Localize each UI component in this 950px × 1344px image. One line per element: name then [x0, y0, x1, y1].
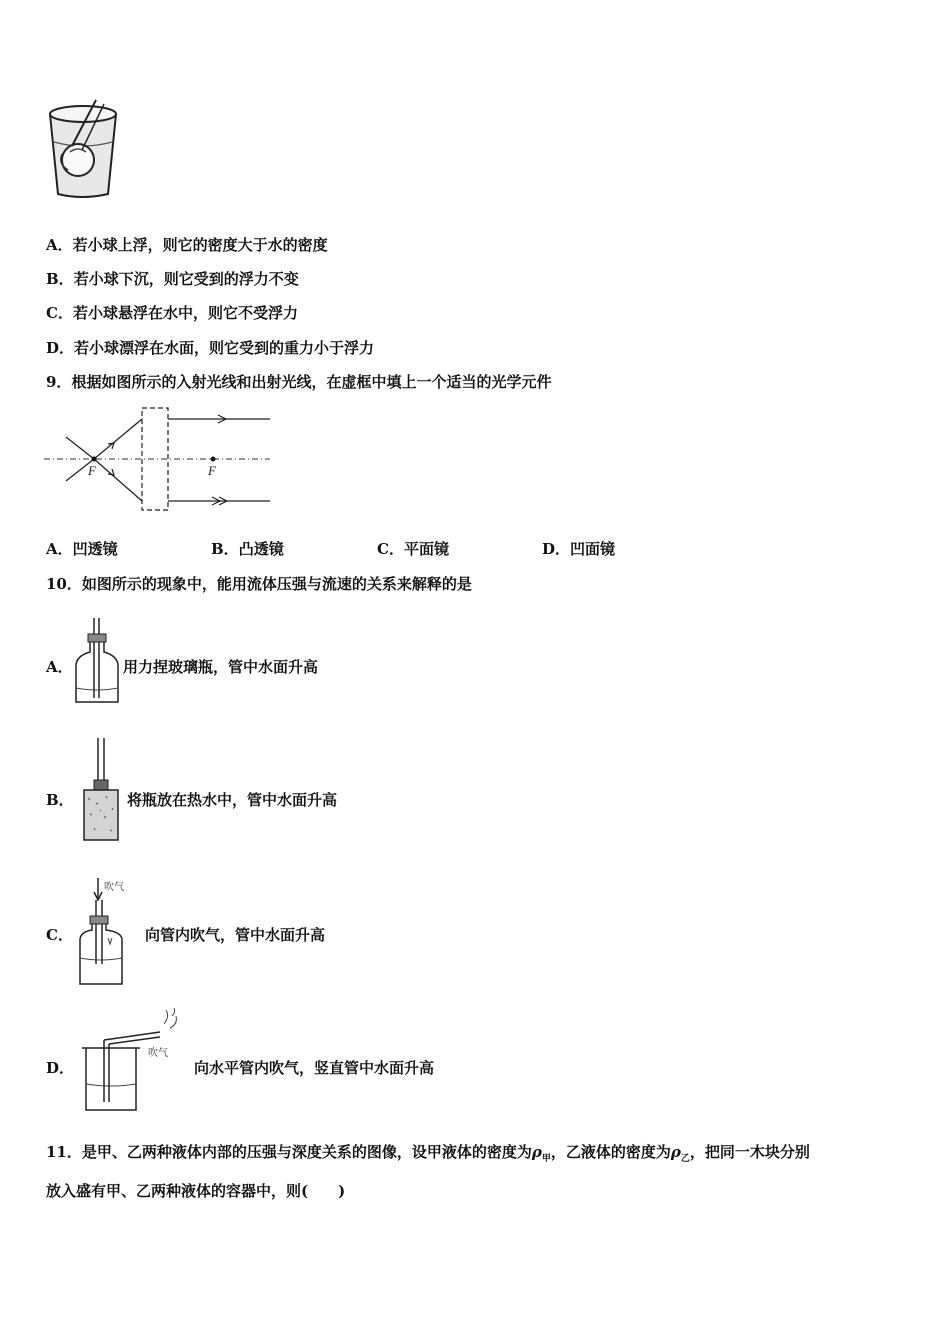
q10-d-blow-note: 吹气 [148, 1048, 168, 1059]
q9-stem [46, 372, 551, 392]
q9-option-a [46, 539, 118, 559]
q9-option-c [377, 539, 449, 559]
rho-jia-subscript: 甲 [541, 1154, 551, 1164]
option-label: B． [46, 270, 74, 288]
q10-c-bottle-figure [74, 876, 144, 986]
option-text: 凹面镜 [570, 540, 616, 558]
option-label: D． [542, 540, 571, 558]
option-text: 平面镜 [403, 540, 449, 558]
q10-b-bottle-figure [76, 738, 126, 848]
question-number: 9． [46, 373, 72, 391]
q9-option-b [211, 539, 284, 559]
q9-option-d [542, 539, 615, 559]
q10-option-b-text: 将瓶放在热水中，管中水面升高 [127, 791, 338, 809]
option-text: 凹透镜 [72, 540, 118, 558]
q10-option-d-text: 向水平管内吹气，竖直管中水面升高 [194, 1059, 435, 1077]
q10-option-a-text: 用力捏玻璃瓶，管中水面升高 [123, 658, 319, 676]
q10-a-bottle-figure [72, 618, 122, 708]
q10-option-c-text: 向管内吹气，管中水面升高 [145, 926, 326, 944]
rho-yi-subscript: 乙 [680, 1154, 690, 1164]
question-text-part2: ，乙液体的密度为 [550, 1143, 671, 1161]
q10-d-beaker-figure [80, 1006, 190, 1116]
q10-option-a-label: A． [46, 658, 73, 676]
option-label: C． [377, 540, 404, 558]
q8-option-a [46, 235, 328, 255]
rho-yi: ρ [670, 1143, 681, 1161]
option-text: 若小球漂浮在水面，则它受到的重力小于浮力 [74, 339, 375, 357]
option-text: 若小球下沉，则它受到的浮力不变 [73, 270, 299, 288]
q8-glass-figure [42, 92, 122, 202]
q10-c-blow-note: 吹气 [104, 882, 124, 893]
option-label: B． [211, 540, 239, 558]
q10-stem [46, 574, 472, 594]
q11-stem-line1 [46, 1142, 810, 1169]
q8-option-c [46, 303, 298, 323]
q8-option-d [46, 338, 374, 358]
q9-optics-figure [42, 405, 282, 515]
option-label: D． [46, 339, 75, 357]
option-text: 若小球上浮，则它的密度大于水的密度 [72, 236, 328, 254]
rho-jia: ρ [531, 1143, 542, 1161]
q11-stem-line2: 放入盛有甲、乙两种液体的容器中，则( ) [46, 1182, 346, 1200]
q10-option-c-label: C． [46, 926, 73, 944]
q8-option-b [46, 269, 299, 289]
option-label: A． [46, 236, 73, 254]
q9-focus-left-label: F [88, 463, 96, 478]
question-text-part1: 是甲、乙两种液体内部的压强与深度关系的图像，设甲液体的密度为 [81, 1143, 532, 1161]
option-label: C． [46, 304, 73, 322]
question-number: 10． [46, 575, 82, 593]
option-text: 凸透镜 [238, 540, 284, 558]
question-number: 11． [46, 1143, 82, 1161]
option-text: 若小球悬浮在水中，则它不受浮力 [72, 304, 298, 322]
question-text-part3: ，把同一木块分别 [689, 1143, 810, 1161]
option-label: A． [46, 540, 73, 558]
q9-focus-right-label: F [208, 463, 216, 478]
question-text: 如图所示的现象中，能用流体压强与流速的关系来解释的是 [81, 575, 472, 593]
q10-option-b-label: B． [46, 791, 74, 809]
question-text: 根据如图所示的入射光线和出射光线，在虚框中填上一个适当的光学元件 [71, 373, 552, 391]
q10-option-d-label: D． [46, 1059, 75, 1077]
